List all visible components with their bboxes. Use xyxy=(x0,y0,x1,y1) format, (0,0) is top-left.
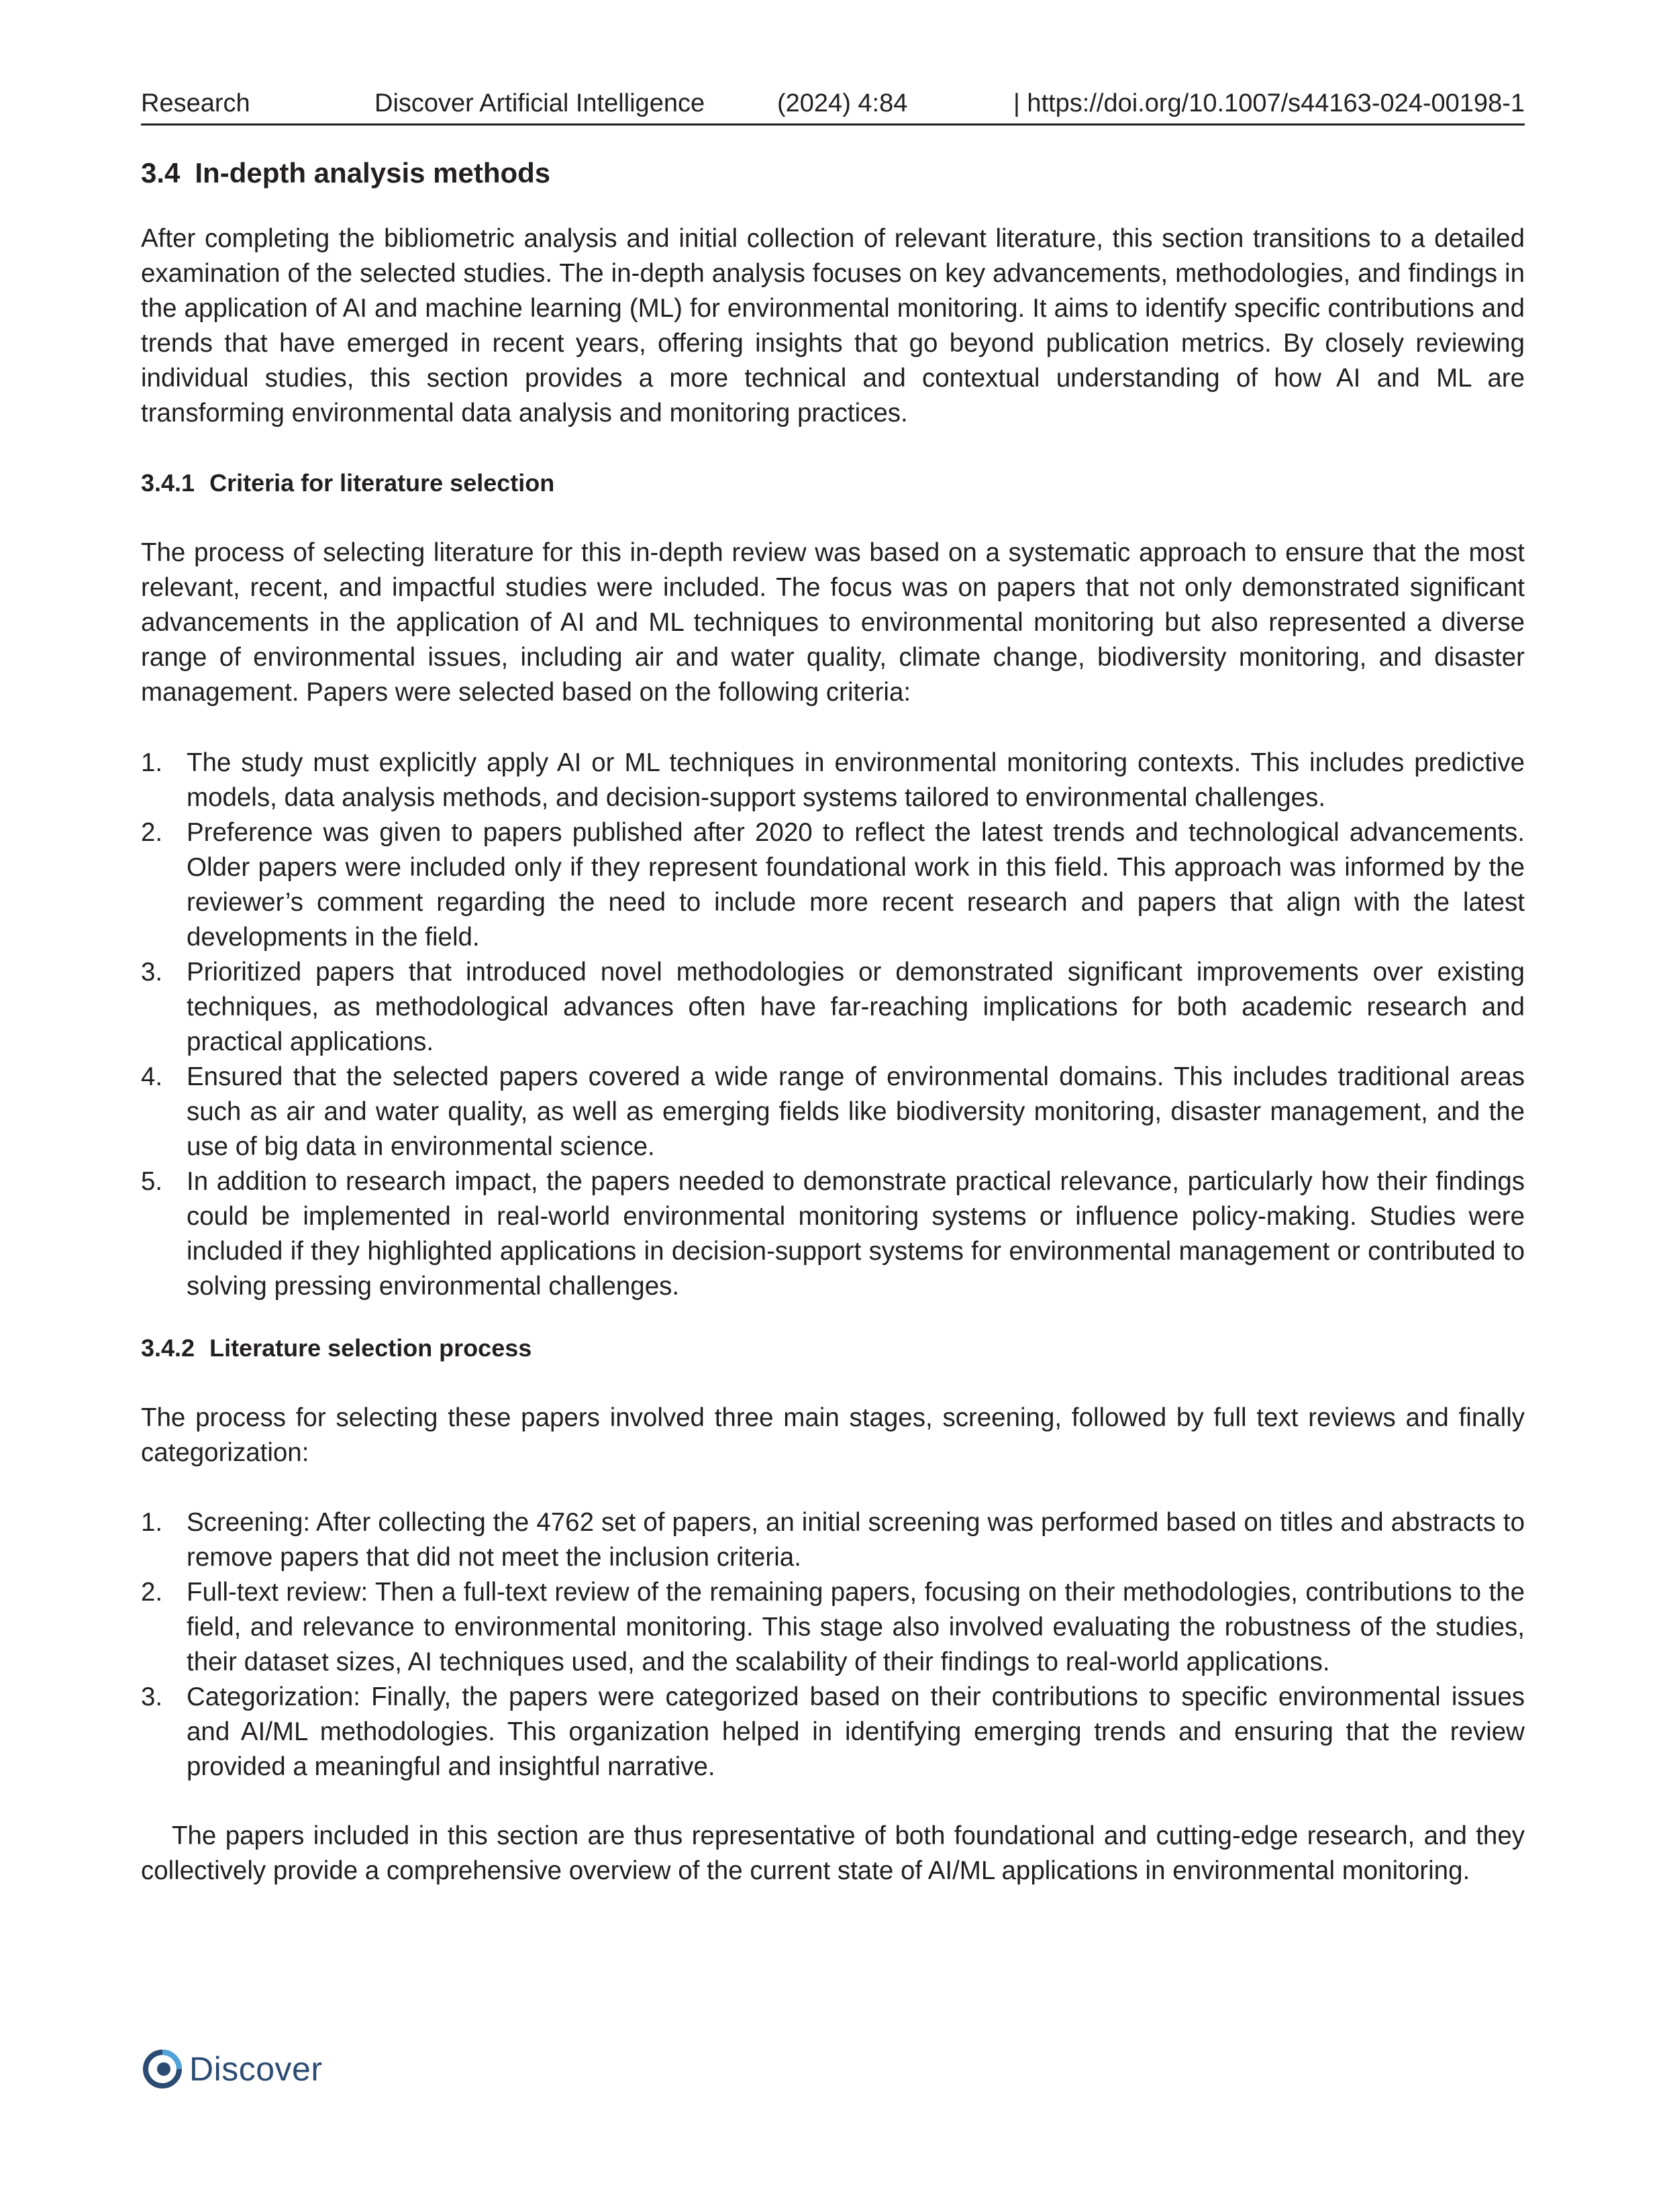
footer-logo xyxy=(142,2047,322,2091)
list-item: 5. In addition to research impact, the papers needed to demonstrate practical relevance, particularly how their findings could be implemented in real-world environmental monitoring systems or influence policy-making. Studies were included if they highlighted applications in decision-support systems for environmental management or contributed to solving pressing environmental challenges. xyxy=(141,1167,1525,1301)
list-item: 4. Ensured that the selected papers covered a wide range of environmental domains. This includes traditional areas such as air and water quality, as well as emerging fields like biodiversity monitoring, disaster management, and the use of big data in environmental science. xyxy=(141,1062,1525,1161)
journal-name: Discover Artificial Intelligence xyxy=(374,89,705,117)
journal-year-volume: (2024) 4:84 xyxy=(777,89,908,117)
list-item: 2. Full-text review: Then a full-text review of the remaining papers, focusing on their methodologies, contributions to the field, and relevance to environmental monitoring. This stage also involved evaluating the robustness of the studies, their dataset sizes, AI techniques used, and the scalability of their findings to real-world applications. xyxy=(141,1578,1525,1676)
footer-brand: Discover xyxy=(189,2050,323,2088)
subsection-number: 3.4.1 xyxy=(141,469,195,497)
subsection-title: Literature selection process xyxy=(209,1334,532,1362)
section-title: In-depth analysis methods xyxy=(195,157,551,189)
subsection-heading-process xyxy=(141,1331,532,1366)
closing-paragraph: The papers included in this section are thus representative of both foundational and cutting-edge research, and they collectively provide a comprehensive overview of the current state of AI/ML applications in environmental monitoring. xyxy=(141,1821,1525,1885)
doi-link[interactable]: | https://doi.org/10.1007/s44163-024-00198-1 xyxy=(1013,89,1525,117)
process-intro-paragraph: The process for selecting these papers involved three main stages, screening, followed by full text reviews and finally categorization: xyxy=(141,1403,1525,1467)
list-item: 2. Preference was given to papers published after 2020 to reflect the latest trends and technological advancements. Older papers were included only if they represent foundational work in this field. This approach was informed by the reviewer’s comment regarding the need to include more recent research and papers that align with the latest developments in the field. xyxy=(141,818,1525,952)
criteria-intro-paragraph: The process of selecting literature for this in-depth review was based on a systematic approach to ensure that the most relevant, recent, and impactful studies were included. The focus was on papers that not only demonstrated significant advancements in the application of AI and ML techniques to environmental monitoring but also represented a diverse range of environmental issues, including air and water quality, climate change, biodiversity monitoring, and disaster management. Papers were selected based on the following criteria: xyxy=(141,538,1525,707)
list-item: 3. Prioritized papers that introduced novel methodologies or demonstrated significant improvements over existing techniques, as methodological advances often have far-reaching implications for both academic research and practical applications. xyxy=(141,958,1525,1056)
process-list xyxy=(141,1505,1525,1784)
section-heading xyxy=(141,154,550,192)
subsection-heading-criteria xyxy=(141,466,554,501)
list-item: 1. The study must explicitly apply AI or ML techniques in environmental monitoring contexts. This includes predictive models, data analysis methods, and decision-support systems tailored to environmental challenges. xyxy=(141,748,1525,812)
discover-logo-icon xyxy=(142,2049,183,2089)
list-item: 3. Categorization: Finally, the papers were categorized based on their contributions to specific environmental issues and AI/ML methodologies. This organization helped in identifying emerging trends and ensuring that the review provided a meaningful and insightful narrative. xyxy=(141,1682,1525,1781)
running-header xyxy=(141,86,1525,125)
subsection-number: 3.4.2 xyxy=(141,1334,195,1362)
list-item: 1. Screening: After collecting the 4762 set of papers, an initial screening was performed based on titles and abstracts to remove papers that did not meet the inclusion criteria. xyxy=(141,1508,1525,1572)
section-number: 3.4 xyxy=(141,157,181,189)
subsection-title: Criteria for literature selection xyxy=(209,469,555,497)
journal-type: Research xyxy=(141,89,250,117)
criteria-list xyxy=(141,746,1525,1304)
section-intro-paragraph: After completing the bibliometric analysis and initial collection of relevant literature, this section transitions to a detailed examination of the selected studies. The in-depth analysis focuses on key advancements, methodologies, and findings in the application of AI and machine learning (ML) for environmental monitoring. It aims to identify specific contributions and trends that have emerged in recent years, offering insights that go beyond publication metrics. By closely reviewing individual studies, this section provides a more technical and contextual understanding of how AI and ML are transforming environmental data analysis and monitoring practices. xyxy=(141,224,1525,428)
